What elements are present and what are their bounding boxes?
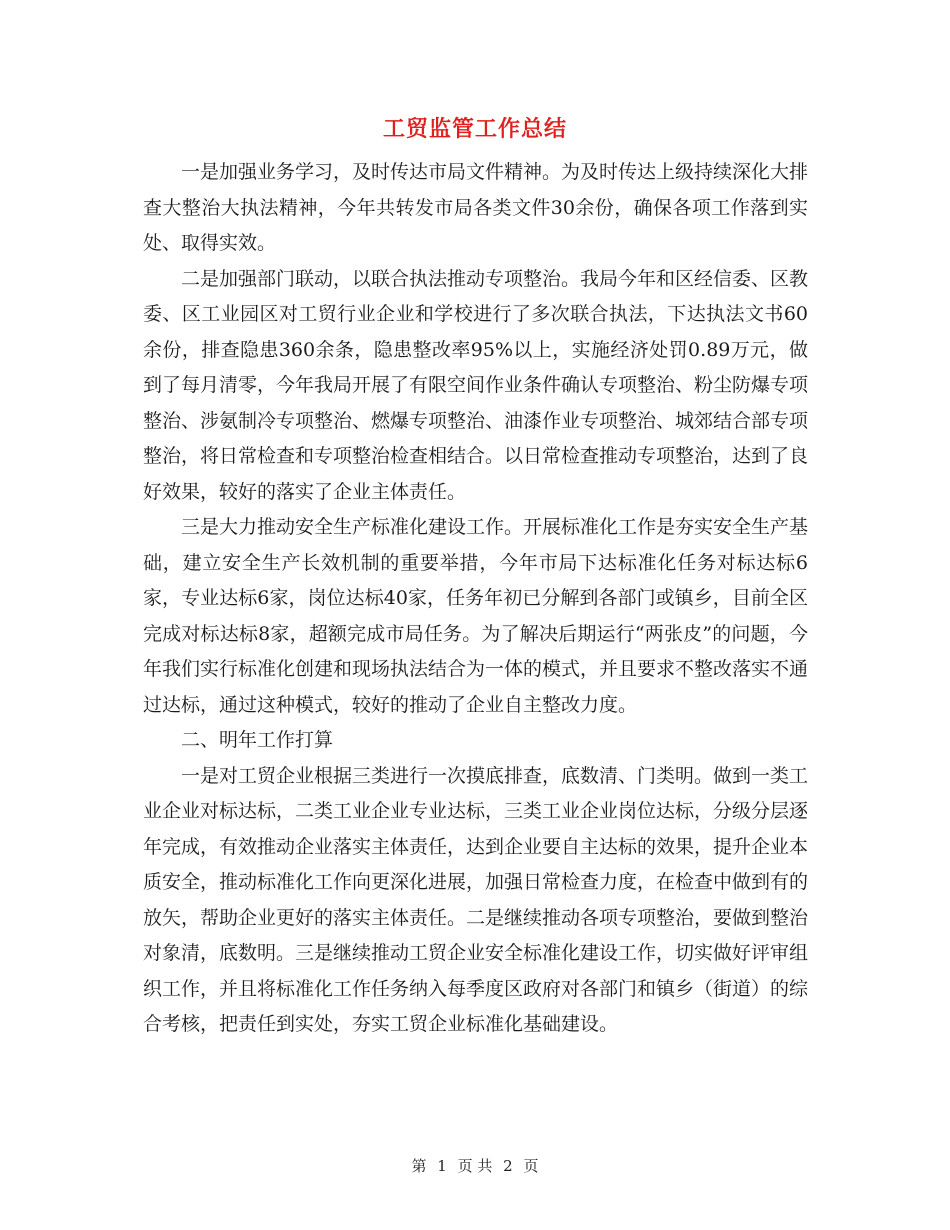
paragraph-2: 二是加强部门联动，以联合执法推动专项整治。我局今年和区经信委、区教委、区工业园区对工贸行业企业和学校进行了多次联合执法，下达执法文书60余份，排查隐患360余条，隐患整改率95%以上，实施经济处罚0.89万元，做到了每月清零，今年我局开展了有限空间作业条件确认专项整治、粉尘防爆专项整治、涉氨制冷专项整治、燃爆专项整治、油漆作业专项整治、城郊结合部专项整治，将日常检查和专项整治检查相结合。以日常检查推动专项整治，达到了良好效果，较好的落实了企业主体责任。 xyxy=(143,267,809,503)
page-suffix: 页 xyxy=(523,1157,539,1175)
paragraph-1: 一是加强业务学习，及时传达市局文件精神。为及时传达上级持续深化大排查大整治大执法精神，今年共转发市局各类文件30余份，确保各项工作落到实处、取得实效。 xyxy=(143,161,809,254)
document-title: 工贸监管工作总结 xyxy=(382,117,567,142)
page-total: 2 xyxy=(503,1157,513,1175)
page-footer xyxy=(0,1155,950,1176)
page-prefix: 第 xyxy=(411,1157,427,1175)
paragraph-3: 三是大力推动安全生产标准化建设工作。开展标准化工作是夯实安全生产基础，建立安全生产长效机制的重要举措，今年市局下达标准化任务对标达标6家，专业达标6家，岗位达标40家，任务年初已分解到各部门或镇乡，目前全区完成对标达标8家，超额完成市局任务。为了解决后期运行“两张皮”的问题，今年我们实行标准化创建和现场执法结合为一体的模式，并且要求不整改落实不通过达标，通过这种模式，较好的推动了企业自主整改力度。 xyxy=(143,516,809,716)
page-mid: 页 共 xyxy=(457,1157,493,1175)
page-number: 1 xyxy=(437,1157,447,1175)
paragraph-4: 一是对工贸企业根据三类进行一次摸底排查，底数清、门类明。做到一类工业企业对标达标，二类工业企业专业达标，三类工业企业岗位达标，分级分层逐年完成，有效推动企业落实主体责任，达到企业要自主达标的效果，提升企业本质安全，推动标准化工作向更深化进展，加强日常检查力度，在检查中做到有的放矢，帮助企业更好的落实主体责任。二是继续推动各项专项整治，要做到整治对象清，底数明。三是继续推动工贸企业安全标准化建设工作，切实做好评审组织工作，并且将标准化工作任务纳入每季度区政府对各部门和镇乡（街道）的综合考核，把责任到实处，夯实工贸企业标准化基础建设。 xyxy=(143,764,809,1035)
document-body xyxy=(143,155,808,1043)
section-heading-next-year-plan: 二、明年工作打算 xyxy=(181,729,334,751)
